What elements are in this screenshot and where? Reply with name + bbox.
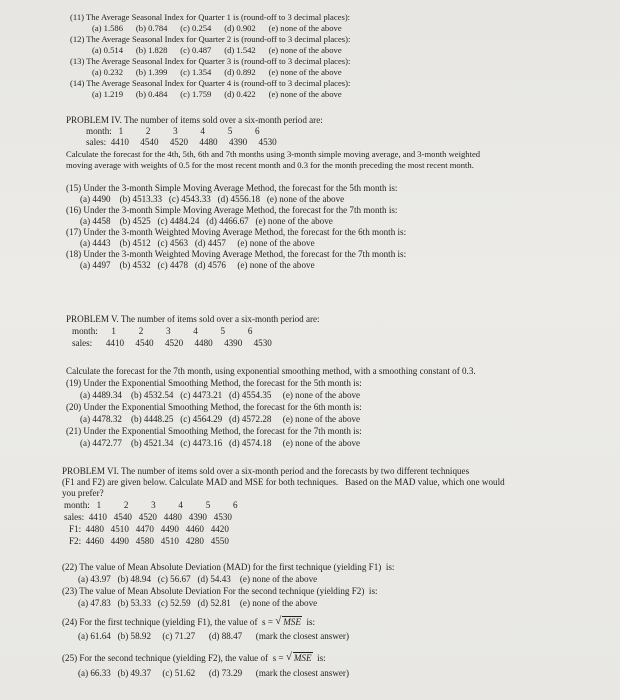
q13-options: (a) 0.232 (b) 1.399 (c) 1.354 (d) 0.892 (e) none of the above	[92, 67, 342, 77]
problem-iv-description-cont: moving average with weights of 0.5 for the most recent month and 0.3 for the month preceding the most recent month.	[66, 160, 474, 170]
q13-stem: (13) The Average Seasonal Index for Quarter 3 is (round-off to 3 decimal places):	[70, 56, 351, 66]
problem-iv-heading: PROBLEM IV. The number of items sold over a six-month period are:	[66, 115, 323, 125]
q22-stem: (22) The value of Mean Absolute Deviation (MAD) for the first technique (yielding F1) is:	[62, 562, 395, 572]
mse-label: MSE	[283, 617, 301, 627]
q24-stem-end: is:	[301, 617, 316, 627]
q17-options: (a) 4443 (b) 4512 (c) 4563 (d) 4457 (e) none of the above	[80, 238, 315, 248]
q16-options: (a) 4458 (b) 4525 (c) 4484.24 (d) 4466.67 (e) none of the above	[80, 216, 333, 226]
q25-stem-text: (25) For the second technique (yielding F2), the value of s =	[62, 653, 286, 663]
q12-options: (a) 0.514 (b) 1.828 (c) 0.487 (d) 1.542 (e) none of the above	[92, 45, 342, 55]
problem-vi-heading: PROBLEM VI. The number of items sold over a six-month period and the forecasts by two different techniques	[62, 466, 470, 476]
q18-options: (a) 4497 (b) 4532 (c) 4478 (d) 4576 (e) none of the above	[80, 260, 315, 270]
q25-stem	[62, 653, 326, 664]
problem-vi-f2-row: F2: 4460 4490 4580 4510 4280 4550	[69, 536, 229, 546]
q18-stem: (18) Under the 3-month Weighted Moving Average Method, the forecast for the 7th month is:	[66, 249, 407, 259]
problem-v-sales-row: sales: 4410 4540 4520 4480 4390 4530	[72, 338, 272, 348]
problem-iv-month-row: month: 1 2 3 4 5 6	[86, 126, 260, 136]
q24-stem-text: (24) For the first technique (yielding F1), the value of s =	[62, 617, 276, 627]
q20-options: (a) 4478.32 (b) 4448.25 (c) 4564.29 (d) 4572.28 (e) none of the above	[80, 414, 361, 424]
problem-vi-heading-cont: (F1 and F2) are given below. Calculate MAD and MSE for both techniques. Based on the MAD value, which one would	[62, 477, 505, 487]
q19-stem: (19) Under the Exponential Smoothing Method, the forecast for the 5th month is:	[66, 378, 362, 388]
q21-stem: (21) Under the Exponential Smoothing Method, the forecast for the 7th month is:	[66, 426, 362, 436]
q21-options: (a) 4472.77 (b) 4521.34 (c) 4473.16 (d) 4574.18 (e) none of the above	[80, 438, 361, 448]
mse-label: MSE	[293, 653, 312, 663]
q23-options: (a) 47.83 (b) 53.33 (c) 52.59 (d) 52.81 (e) none of the above	[78, 598, 318, 608]
q12-stem: (12) The Average Seasonal Index for Quarter 2 is (round-off to 3 decimal places):	[70, 34, 351, 44]
sqrt-symbol	[275, 617, 302, 628]
q24-options: (a) 61.64 (b) 58.92 (c) 71.27 (d) 88.47 (mark the closest answer)	[78, 631, 349, 641]
problem-v-heading: PROBLEM V. The number of items sold over a six-month period are:	[66, 314, 320, 324]
problem-vi-sales-row: sales: 4410 4540 4520 4480 4390 4530	[64, 512, 232, 522]
problem-vi-f1-row: F1: 4480 4510 4470 4490 4460 4420	[69, 524, 229, 534]
q11-stem: (11) The Average Seasonal Index for Quarter 1 is (round-off to 3 decimal places):	[70, 12, 351, 22]
q19-options: (a) 4489.34 (b) 4532.54 (c) 4473.21 (d) 4554.35 (e) none of the above	[80, 390, 361, 400]
problem-iv-description: Calculate the forecast for the 4th, 5th, 6th and 7th months using 3-month simple moving average, and 3-month weighted	[66, 149, 481, 159]
q15-stem: (15) Under the 3-month Simple Moving Average Method, the forecast for the 5th month is:	[66, 183, 398, 193]
q23-stem: (23) The value of Mean Absolute Deviation For the second technique (yielding F2) is:	[62, 586, 378, 596]
problem-iv-sales-row: sales: 4410 4540 4520 4480 4390 4530	[86, 137, 277, 147]
q22-options: (a) 43.97 (b) 48.94 (c) 56.67 (d) 54.43 (e) none of the above	[78, 574, 318, 584]
problem-v-description: Calculate the forecast for the 7th month, using exponential smoothing method, with a smoothing constant of 0.3.	[66, 366, 476, 376]
problem-vi-heading-end: you prefer?	[62, 488, 104, 498]
q20-stem: (20) Under the Exponential Smoothing Method, the forecast for the 6th month is:	[66, 402, 362, 412]
q25-stem-end: is:	[312, 653, 326, 663]
q24-stem	[62, 617, 315, 628]
q16-stem: (16) Under the 3-month Simple Moving Average Method, the forecast for the 7th month is:	[66, 205, 398, 215]
sqrt-symbol	[286, 653, 313, 664]
q11-options: (a) 1.586 (b) 0.784 (c) 0.254 (d) 0.902 (e) none of the above	[92, 23, 342, 33]
q17-stem: (17) Under the 3-month Weighted Moving Average Method, the forecast for the 6th month is:	[66, 227, 407, 237]
q15-options: (a) 4490 (b) 4513.33 (c) 4543.33 (d) 4556.18 (e) none of the above	[80, 194, 345, 204]
q14-stem: (14) The Average Seasonal Index for Quarter 4 is (round-off to 3 decimal places):	[70, 78, 351, 88]
q14-options: (a) 1.219 (b) 0.484 (c) 1.759 (d) 0.422 (e) none of the above	[92, 89, 342, 99]
q25-options: (a) 66.33 (b) 49.37 (c) 51.62 (d) 73.29 (mark the closest answer)	[78, 668, 349, 678]
problem-vi-month-row: month: 1 2 3 4 5 6	[64, 500, 238, 510]
problem-v-month-row: month: 1 2 3 4 5 6	[72, 326, 253, 336]
